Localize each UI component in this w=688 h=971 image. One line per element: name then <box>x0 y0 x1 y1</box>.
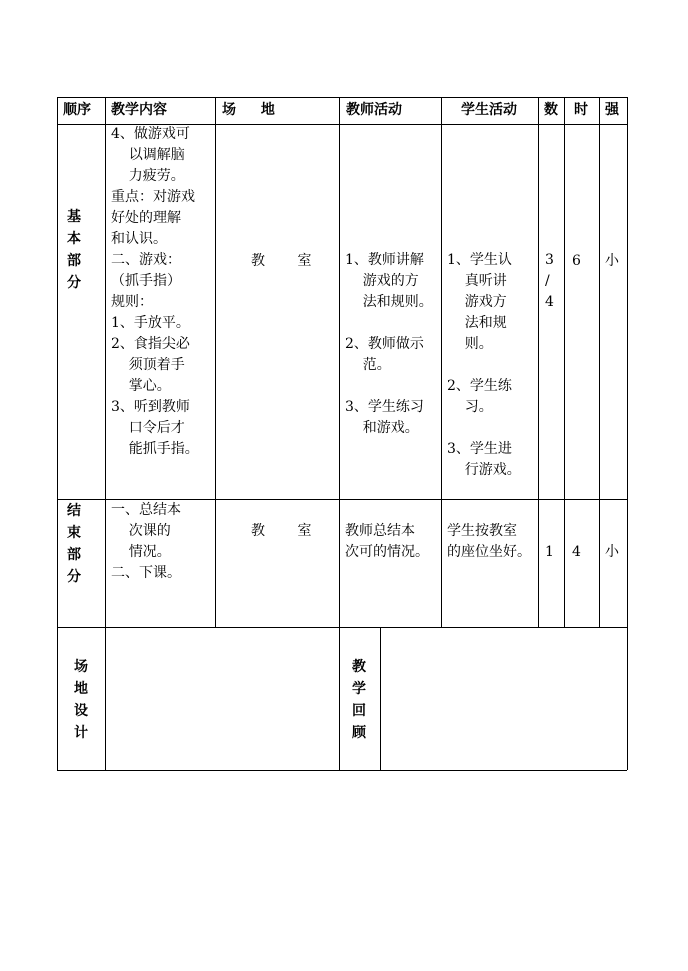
teacher-activity-line: 2、教师做示 <box>345 336 424 352</box>
count-line: / <box>545 273 550 289</box>
header-order: 顺序 <box>63 102 91 118</box>
content-line: 掌心。 <box>111 378 171 394</box>
teacher-activity-line: 范。 <box>345 357 391 373</box>
content-line: 以调解脑 <box>111 147 185 163</box>
table-border-bottom <box>57 770 627 771</box>
student-activity-line: 行游戏。 <box>447 462 521 478</box>
col-divider-time <box>599 97 600 627</box>
content-line: 2、食指尖必 <box>111 336 190 352</box>
teacher-activity-line: 次可的情况。 <box>345 544 429 560</box>
ending-intensity: 小 <box>605 544 619 560</box>
content-line: 4、做游戏可 <box>111 126 190 142</box>
review-area[interactable] <box>381 628 626 769</box>
content-line: 规则： <box>111 294 153 310</box>
content-line: 情况。 <box>111 544 171 560</box>
table-border-top <box>57 97 627 98</box>
ending-section-label: 结束部分 <box>67 503 81 585</box>
col-divider-content <box>215 97 216 627</box>
student-activity-line: 习。 <box>447 399 493 415</box>
content-line: 1、手放平。 <box>111 315 190 331</box>
content-line: （抓手指） <box>111 273 181 289</box>
ending-time: 4 <box>572 544 581 560</box>
table-border-right <box>627 97 628 770</box>
content-line: 口令后才 <box>111 420 185 436</box>
header-venue: 场 地 <box>222 102 285 118</box>
basic-intensity: 小 <box>605 253 619 269</box>
header-content: 教学内容 <box>111 102 167 118</box>
count-line: 3 <box>545 252 554 268</box>
basic-venue: 教 室 <box>251 253 326 269</box>
basic-section-label: 基本部分 <box>67 209 81 291</box>
ending-count: 1 <box>545 544 554 560</box>
teacher-activity-line: 3、学生练习 <box>345 399 424 415</box>
student-activity-line: 的座位坐好。 <box>447 544 531 560</box>
content-line: 一、总结本 <box>111 502 181 518</box>
content-line: 力疲劳。 <box>111 168 185 184</box>
student-activity-line: 2、学生练 <box>447 378 512 394</box>
content-line: 能抓手指。 <box>111 441 199 457</box>
table-border-left <box>57 97 58 770</box>
student-activity-line: 法和规 <box>447 315 507 331</box>
header-teacher: 教师活动 <box>346 102 402 118</box>
teacher-activity-line: 1、教师讲解 <box>345 252 424 268</box>
content-line: 二、下课。 <box>111 565 181 581</box>
header-count: 数 <box>544 102 558 118</box>
teacher-activity-line: 和游戏。 <box>345 420 419 436</box>
student-activity-line: 学生按教室 <box>447 523 517 539</box>
student-activity-line: 3、学生进 <box>447 441 512 457</box>
col-divider-teacher <box>441 97 442 627</box>
col-divider-venue <box>339 97 340 770</box>
student-activity-line: 游戏方 <box>447 294 507 310</box>
content-line: 次课的 <box>111 523 171 539</box>
content-line: 好处的理解 <box>111 210 181 226</box>
content-line: 3、听到教师 <box>111 399 190 415</box>
student-activity-line: 1、学生认 <box>447 252 512 268</box>
review-label: 教学回顾 <box>352 659 366 741</box>
count-line: 4 <box>545 294 554 310</box>
teacher-activity-line: 法和规则。 <box>345 294 433 310</box>
student-activity-line: 真听讲 <box>447 273 507 289</box>
header-student: 学生活动 <box>461 102 517 118</box>
design-label: 场地设计 <box>74 659 88 741</box>
student-activity-line: 则。 <box>447 336 493 352</box>
ending-venue: 教 室 <box>251 523 326 539</box>
content-line: 重点：对游戏 <box>111 189 195 205</box>
col-divider-count <box>564 97 565 627</box>
header-intensity: 强 <box>605 102 619 118</box>
content-line: 须顶着手 <box>111 357 185 373</box>
content-line: 和认识。 <box>111 231 167 247</box>
col-divider-student <box>538 97 539 627</box>
teacher-activity-line: 游戏的方 <box>345 273 419 289</box>
content-line: 二、游戏： <box>111 252 181 268</box>
basic-time: 6 <box>572 253 581 269</box>
teacher-activity-line: 教师总结本 <box>345 523 415 539</box>
design-area[interactable] <box>106 628 338 769</box>
header-time: 时 <box>574 102 588 118</box>
